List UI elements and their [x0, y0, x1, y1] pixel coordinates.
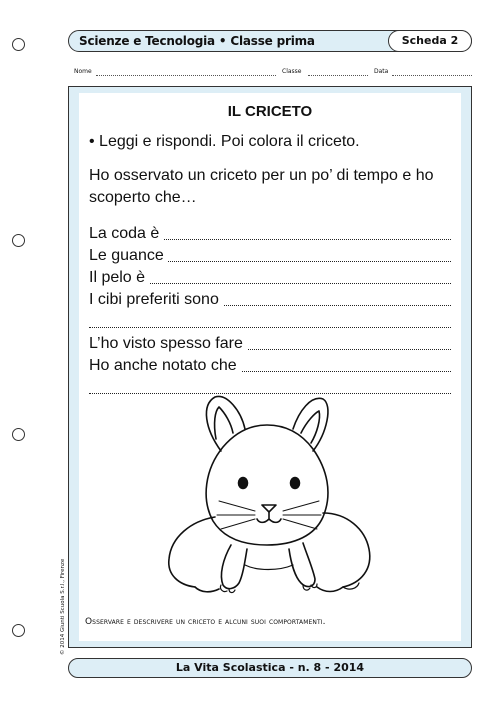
header-title: Scienze e Tecnologia • Classe prima — [79, 34, 315, 48]
answer-row-food[interactable] — [89, 289, 451, 311]
answer-row-blank-1[interactable] — [89, 311, 451, 333]
binder-hole-4 — [12, 624, 25, 637]
answer-row-activity[interactable] — [89, 333, 451, 355]
name-field[interactable] — [96, 68, 276, 76]
row-label: Il pelo è — [89, 269, 149, 287]
date-field[interactable] — [392, 68, 472, 76]
answer-row-tail[interactable] — [89, 223, 451, 245]
footer-bar: La Vita Scolastica - n. 8 - 2014 — [68, 658, 472, 678]
row-label: I cibi preferiti sono — [89, 291, 223, 309]
class-label: Classe — [282, 68, 302, 75]
caption-text: Osservare e descrivere un criceto e alcuni suoi comportamenti. — [85, 617, 326, 627]
row-label: La coda è — [89, 225, 163, 243]
header-bar — [68, 30, 472, 52]
answer-row-noticed[interactable] — [89, 355, 451, 377]
binder-hole-2 — [12, 234, 25, 247]
intro-text: Ho osservato un criceto per un po’ di tempo e ho scoperto che… — [89, 167, 434, 206]
row-label: Le guance — [89, 247, 168, 265]
answer-row-cheeks[interactable] — [89, 245, 451, 267]
name-label: Nome — [74, 68, 92, 75]
row-label: Ho anche notato che — [89, 357, 241, 375]
student-info-line — [74, 68, 474, 80]
hamster-drawing — [161, 389, 379, 597]
copyright-notice: © 2014 Giunti Scuola S.r.l., Firenze — [60, 558, 66, 655]
sheet-number-tab: Scheda 2 — [388, 30, 472, 52]
worksheet-title: IL CRICETO — [227, 103, 313, 120]
row-label: L’ho visto spesso fare — [89, 335, 247, 353]
instruction-text: • Leggi e rispondi. Poi colora il criceto. — [89, 133, 360, 150]
binder-hole-1 — [12, 38, 25, 51]
binder-hole-3 — [12, 428, 25, 441]
answer-row-fur[interactable] — [89, 267, 451, 289]
worksheet-frame — [68, 86, 472, 648]
date-label: Data — [374, 68, 389, 75]
dotted-line — [89, 327, 451, 328]
worksheet-content — [79, 93, 461, 641]
class-field[interactable] — [308, 68, 368, 76]
